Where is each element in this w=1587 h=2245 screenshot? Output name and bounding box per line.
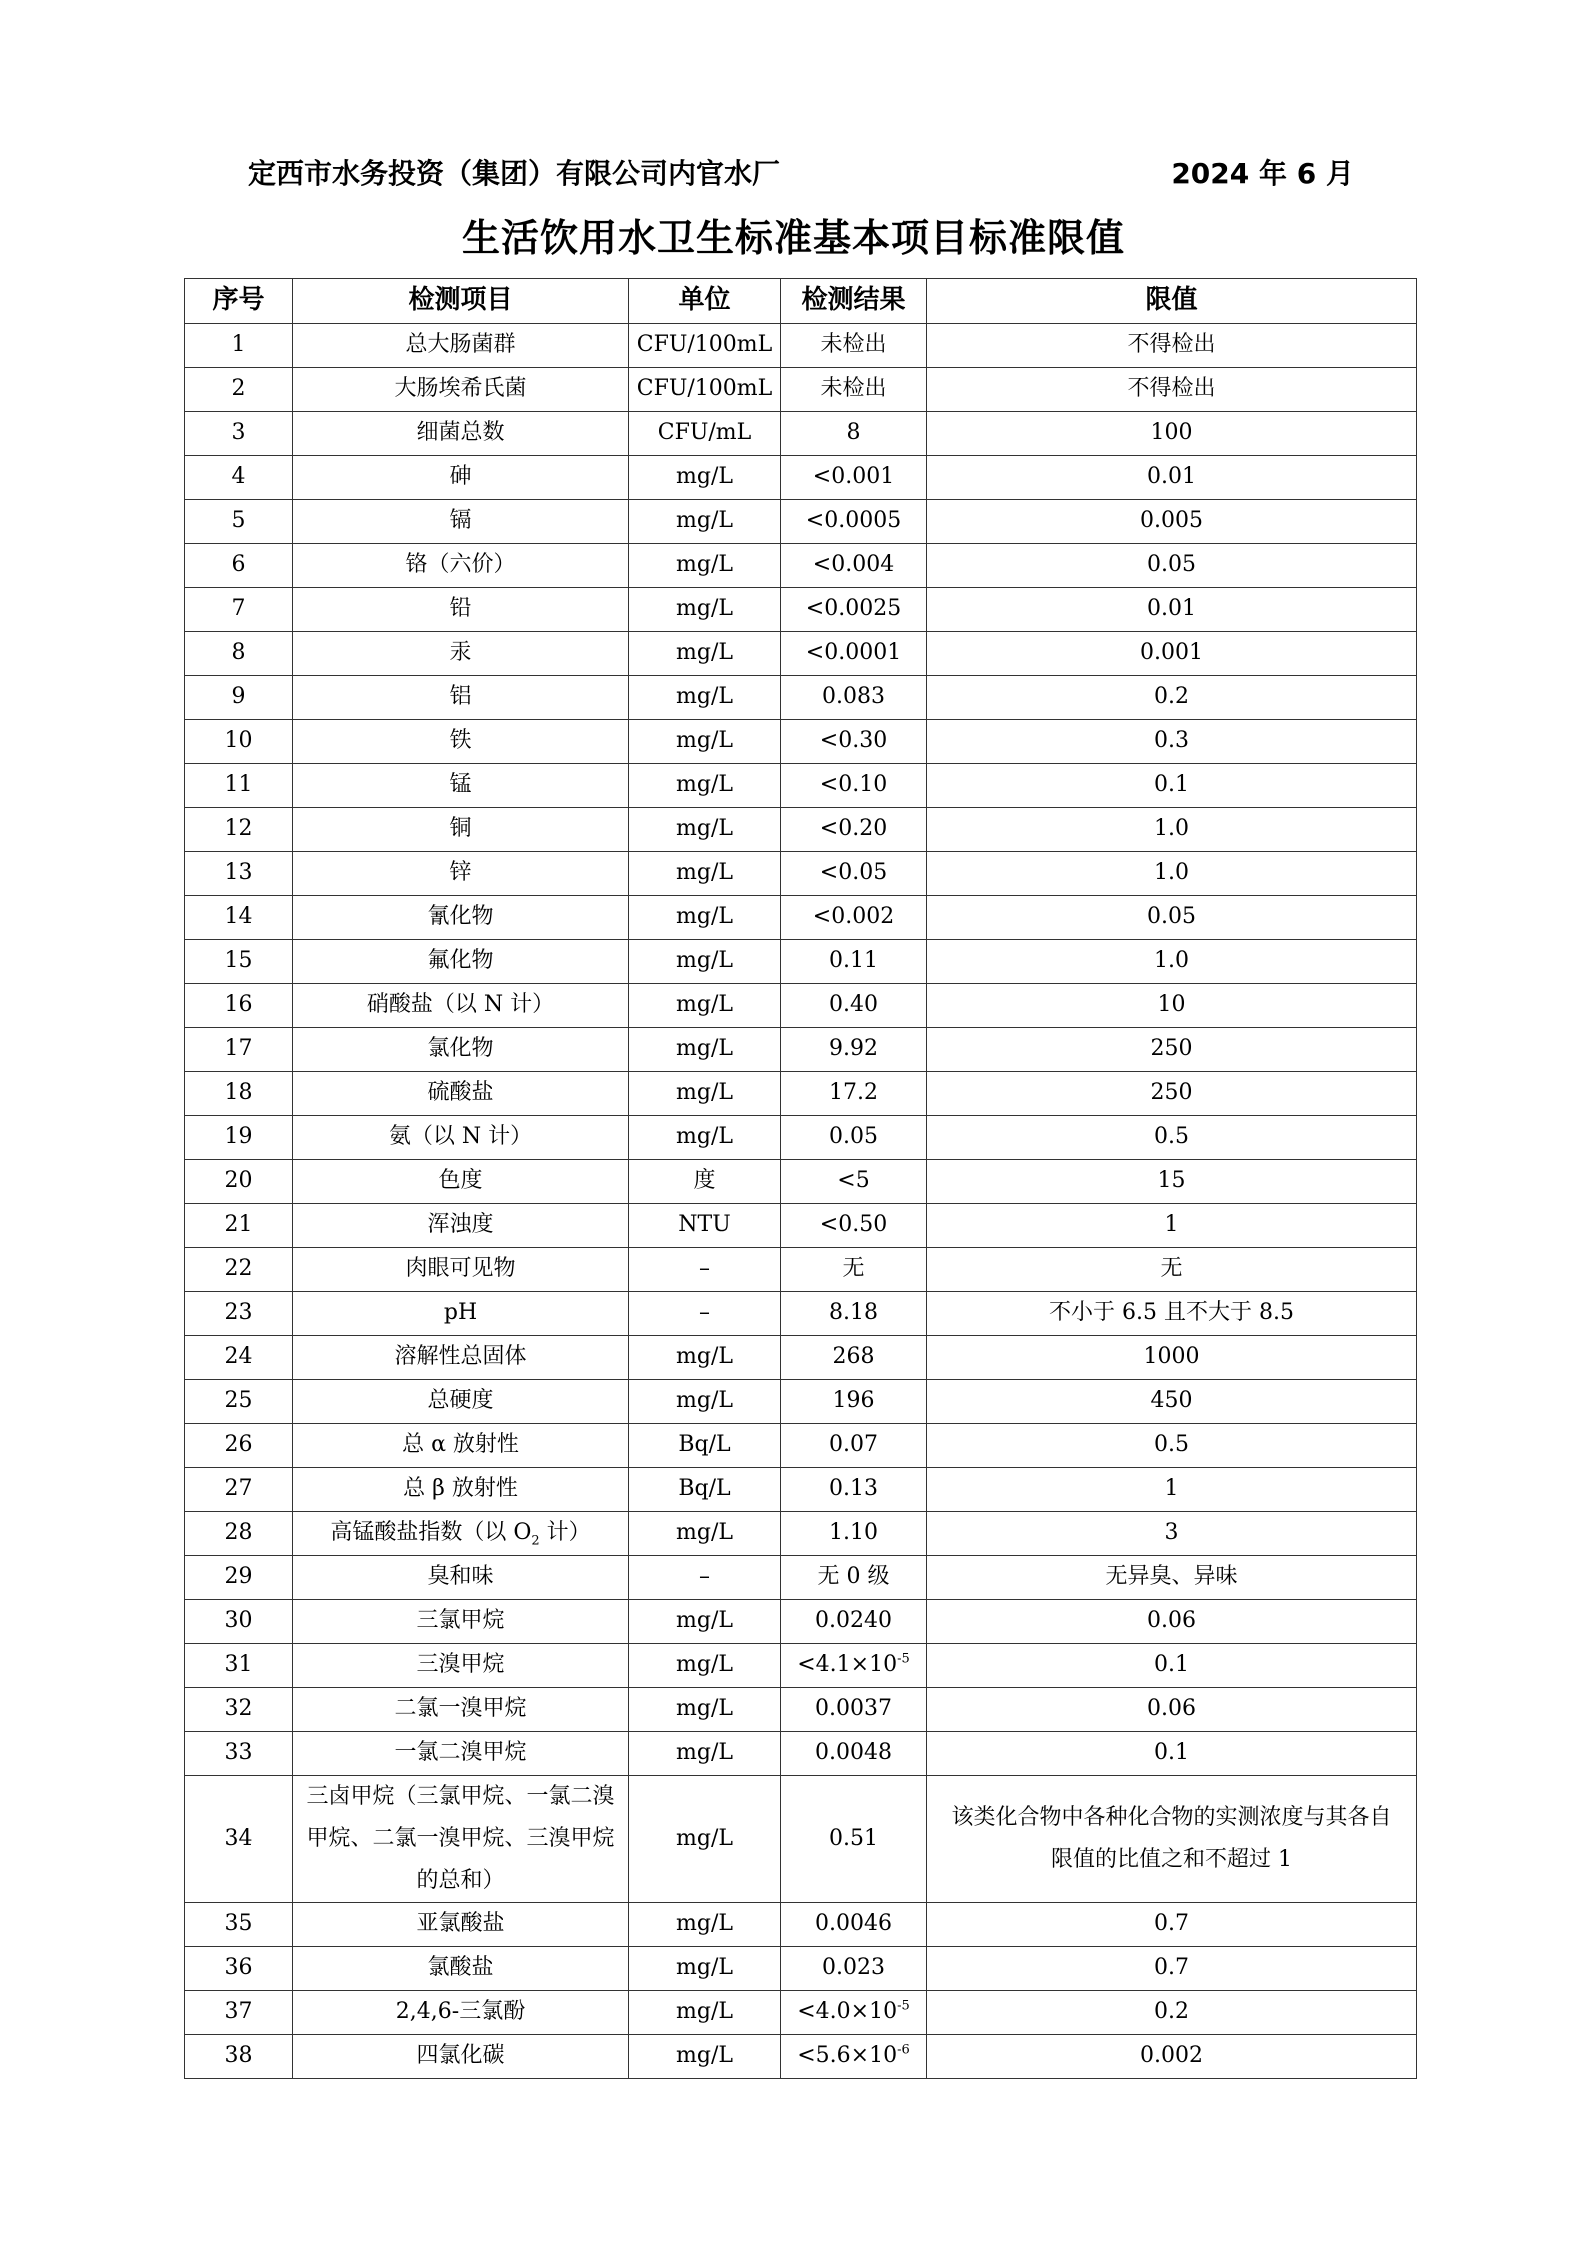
row-limit: 250 <box>927 1072 1417 1116</box>
row-limit: 0.5 <box>927 1424 1417 1468</box>
row-number: 37 <box>185 1991 293 2035</box>
row-result <box>781 2035 927 2079</box>
row-limit: 1.0 <box>927 852 1417 896</box>
row-unit: mg/L <box>629 720 781 764</box>
table-row <box>185 1903 1417 1947</box>
row-result: 0.11 <box>781 940 927 984</box>
row-unit: mg/L <box>629 1732 781 1776</box>
row-result: 0.0037 <box>781 1688 927 1732</box>
row-unit: CFU/100mL <box>629 324 781 368</box>
table-header-row <box>185 279 1417 324</box>
row-number: 16 <box>185 984 293 1028</box>
table-row <box>185 852 1417 896</box>
row-unit: mg/L <box>629 852 781 896</box>
row-limit: 0.01 <box>927 588 1417 632</box>
row-item: 锰 <box>293 764 629 808</box>
row-unit: mg/L <box>629 1116 781 1160</box>
row-result-base: <5.6×10 <box>797 2043 898 2069</box>
row-unit: mg/L <box>629 456 781 500</box>
row-item: 三卤甲烷（三氯甲烷、一氯二溴甲烷、二氯一溴甲烷、三溴甲烷的总和） <box>293 1776 629 1903</box>
table-row <box>185 1991 1417 2035</box>
table-row <box>185 544 1417 588</box>
row-number: 32 <box>185 1688 293 1732</box>
row-item: 铜 <box>293 808 629 852</box>
row-unit: – <box>629 1292 781 1336</box>
row-result: <0.30 <box>781 720 927 764</box>
row-item: 色度 <box>293 1160 629 1204</box>
row-unit: mg/L <box>629 940 781 984</box>
table-row <box>185 1160 1417 1204</box>
row-limit: 0.01 <box>927 456 1417 500</box>
row-unit: mg/L <box>629 1644 781 1688</box>
row-limit: 450 <box>927 1380 1417 1424</box>
row-number: 5 <box>185 500 293 544</box>
row-result: <0.20 <box>781 808 927 852</box>
row-item <box>293 1512 629 1556</box>
row-limit: 15 <box>927 1160 1417 1204</box>
table-row <box>185 896 1417 940</box>
row-result: 0.0048 <box>781 1732 927 1776</box>
row-result: 无 <box>781 1248 927 1292</box>
row-item-subscript: 2 <box>531 1533 540 1549</box>
row-number: 33 <box>185 1732 293 1776</box>
row-number: 25 <box>185 1380 293 1424</box>
report-date: 2024 年 6 月 <box>1171 157 1354 190</box>
row-unit: – <box>629 1248 781 1292</box>
row-unit: mg/L <box>629 764 781 808</box>
row-item: 三氯甲烷 <box>293 1600 629 1644</box>
row-number: 4 <box>185 456 293 500</box>
row-limit: 0.7 <box>927 1947 1417 1991</box>
row-result: 0.0240 <box>781 1600 927 1644</box>
row-unit: mg/L <box>629 1600 781 1644</box>
row-number: 2 <box>185 368 293 412</box>
table-row <box>185 1512 1417 1556</box>
row-number: 11 <box>185 764 293 808</box>
table-body <box>185 324 1417 2079</box>
row-number: 38 <box>185 2035 293 2079</box>
table-row <box>185 1600 1417 1644</box>
row-number: 23 <box>185 1292 293 1336</box>
row-result: 0.023 <box>781 1947 927 1991</box>
row-item: 总硬度 <box>293 1380 629 1424</box>
row-number: 17 <box>185 1028 293 1072</box>
row-result-exponent: -5 <box>897 1998 910 2014</box>
row-limit: 不得检出 <box>927 368 1417 412</box>
row-number: 9 <box>185 676 293 720</box>
row-item: 氯化物 <box>293 1028 629 1072</box>
table-row <box>185 1248 1417 1292</box>
row-limit: 0.1 <box>927 764 1417 808</box>
row-number: 36 <box>185 1947 293 1991</box>
table-row <box>185 984 1417 1028</box>
row-item: 二氯一溴甲烷 <box>293 1688 629 1732</box>
row-limit: 0.05 <box>927 896 1417 940</box>
column-header-item: 检测项目 <box>293 279 629 324</box>
row-item: 铁 <box>293 720 629 764</box>
row-item: 硫酸盐 <box>293 1072 629 1116</box>
row-unit: Bq/L <box>629 1468 781 1512</box>
table-row <box>185 1116 1417 1160</box>
row-unit: mg/L <box>629 1903 781 1947</box>
row-result: <0.0005 <box>781 500 927 544</box>
row-unit: mg/L <box>629 1512 781 1556</box>
row-item: 砷 <box>293 456 629 500</box>
row-result: 8.18 <box>781 1292 927 1336</box>
row-number: 3 <box>185 412 293 456</box>
row-number: 6 <box>185 544 293 588</box>
row-number: 27 <box>185 1468 293 1512</box>
table-row <box>185 1336 1417 1380</box>
row-item: 硝酸盐（以 N 计） <box>293 984 629 1028</box>
table-row <box>185 588 1417 632</box>
row-unit: mg/L <box>629 1947 781 1991</box>
row-unit: mg/L <box>629 2035 781 2079</box>
row-unit: mg/L <box>629 500 781 544</box>
standards-table <box>184 278 1417 2079</box>
row-item: 肉眼可见物 <box>293 1248 629 1292</box>
row-item-text: 高锰酸盐指数（以 O <box>330 1520 532 1546</box>
row-unit: 度 <box>629 1160 781 1204</box>
table-row <box>185 1947 1417 1991</box>
row-item: 氟化物 <box>293 940 629 984</box>
row-item: 铬（六价） <box>293 544 629 588</box>
table-row <box>185 1644 1417 1688</box>
column-header-result: 检测结果 <box>781 279 927 324</box>
row-unit: mg/L <box>629 1380 781 1424</box>
row-number: 29 <box>185 1556 293 1600</box>
row-result-exponent: -6 <box>897 2042 910 2058</box>
row-unit: mg/L <box>629 808 781 852</box>
row-result: 无 0 级 <box>781 1556 927 1600</box>
row-result: <0.10 <box>781 764 927 808</box>
row-limit: 0.1 <box>927 1732 1417 1776</box>
row-number: 21 <box>185 1204 293 1248</box>
row-item: 镉 <box>293 500 629 544</box>
document-header <box>248 152 1354 196</box>
row-item: 氯酸盐 <box>293 1947 629 1991</box>
row-unit: mg/L <box>629 984 781 1028</box>
row-limit: 0.005 <box>927 500 1417 544</box>
row-number: 8 <box>185 632 293 676</box>
table-row <box>185 720 1417 764</box>
row-result: 9.92 <box>781 1028 927 1072</box>
row-number: 19 <box>185 1116 293 1160</box>
table-row <box>185 368 1417 412</box>
row-unit: mg/L <box>629 1688 781 1732</box>
table-row <box>185 940 1417 984</box>
row-unit: mg/L <box>629 1072 781 1116</box>
organization-name: 定西市水务投资（集团）有限公司内官水厂 <box>248 157 781 190</box>
row-limit: 1 <box>927 1204 1417 1248</box>
row-unit: NTU <box>629 1204 781 1248</box>
row-number: 7 <box>185 588 293 632</box>
row-unit: mg/L <box>629 588 781 632</box>
row-limit: 0.7 <box>927 1903 1417 1947</box>
row-result: <0.0001 <box>781 632 927 676</box>
table-row <box>185 1468 1417 1512</box>
row-result: 0.083 <box>781 676 927 720</box>
row-result: <0.05 <box>781 852 927 896</box>
table-row <box>185 1776 1417 1903</box>
row-limit: 1.0 <box>927 808 1417 852</box>
row-result: <0.50 <box>781 1204 927 1248</box>
row-item: 2,4,6-三氯酚 <box>293 1991 629 2035</box>
row-result: <5 <box>781 1160 927 1204</box>
row-item: 浑浊度 <box>293 1204 629 1248</box>
column-header-limit: 限值 <box>927 279 1417 324</box>
table-row <box>185 2035 1417 2079</box>
row-number: 34 <box>185 1776 293 1903</box>
row-number: 24 <box>185 1336 293 1380</box>
row-limit: 无 <box>927 1248 1417 1292</box>
row-number: 26 <box>185 1424 293 1468</box>
row-result-base: <4.1×10 <box>797 1652 898 1678</box>
row-result: 17.2 <box>781 1072 927 1116</box>
row-unit: mg/L <box>629 1336 781 1380</box>
row-item: 一氯二溴甲烷 <box>293 1732 629 1776</box>
row-limit: 3 <box>927 1512 1417 1556</box>
row-number: 1 <box>185 324 293 368</box>
row-limit: 该类化合物中各种化合物的实测浓度与其各自限值的比值之和不超过 1 <box>927 1776 1417 1903</box>
row-limit: 0.3 <box>927 720 1417 764</box>
row-number: 13 <box>185 852 293 896</box>
table-row <box>185 808 1417 852</box>
table-row <box>185 1380 1417 1424</box>
row-result: 0.51 <box>781 1776 927 1903</box>
row-unit: mg/L <box>629 1028 781 1072</box>
row-item: 氨（以 N 计） <box>293 1116 629 1160</box>
column-header-no: 序号 <box>185 279 293 324</box>
row-limit: 0.2 <box>927 676 1417 720</box>
table-row <box>185 676 1417 720</box>
row-result-base: <4.0×10 <box>797 1999 898 2025</box>
row-result: 1.10 <box>781 1512 927 1556</box>
row-unit: Bq/L <box>629 1424 781 1468</box>
table-row <box>185 1688 1417 1732</box>
row-item: 总 β 放射性 <box>293 1468 629 1512</box>
row-limit: 无异臭、异味 <box>927 1556 1417 1600</box>
row-limit: 0.5 <box>927 1116 1417 1160</box>
row-result: <0.001 <box>781 456 927 500</box>
table-row <box>185 1204 1417 1248</box>
row-limit: 0.001 <box>927 632 1417 676</box>
row-unit: CFU/mL <box>629 412 781 456</box>
row-item: 铝 <box>293 676 629 720</box>
row-item: 总 α 放射性 <box>293 1424 629 1468</box>
row-unit: – <box>629 1556 781 1600</box>
row-result-exponent: -5 <box>897 1651 910 1667</box>
row-unit: mg/L <box>629 676 781 720</box>
row-result: 196 <box>781 1380 927 1424</box>
row-number: 28 <box>185 1512 293 1556</box>
table-row <box>185 1424 1417 1468</box>
row-result: <0.002 <box>781 896 927 940</box>
row-result: <0.0025 <box>781 588 927 632</box>
row-item: 铅 <box>293 588 629 632</box>
row-limit: 250 <box>927 1028 1417 1072</box>
row-item: 四氯化碳 <box>293 2035 629 2079</box>
row-number: 22 <box>185 1248 293 1292</box>
row-result: 268 <box>781 1336 927 1380</box>
table-row <box>185 764 1417 808</box>
row-item: 总大肠菌群 <box>293 324 629 368</box>
row-limit: 1.0 <box>927 940 1417 984</box>
row-unit: mg/L <box>629 896 781 940</box>
row-result: 0.13 <box>781 1468 927 1512</box>
row-item: pH <box>293 1292 629 1336</box>
table-row <box>185 632 1417 676</box>
row-number: 10 <box>185 720 293 764</box>
table-row <box>185 1028 1417 1072</box>
row-number: 35 <box>185 1903 293 1947</box>
table-row <box>185 1732 1417 1776</box>
row-number: 30 <box>185 1600 293 1644</box>
row-number: 31 <box>185 1644 293 1688</box>
table-row <box>185 456 1417 500</box>
row-result: 未检出 <box>781 368 927 412</box>
row-unit: mg/L <box>629 544 781 588</box>
row-number: 15 <box>185 940 293 984</box>
row-number: 20 <box>185 1160 293 1204</box>
row-result: <0.004 <box>781 544 927 588</box>
row-item: 臭和味 <box>293 1556 629 1600</box>
row-item: 三溴甲烷 <box>293 1644 629 1688</box>
row-item: 细菌总数 <box>293 412 629 456</box>
row-limit: 0.05 <box>927 544 1417 588</box>
row-result: 0.07 <box>781 1424 927 1468</box>
row-result: 未检出 <box>781 324 927 368</box>
row-limit: 0.06 <box>927 1600 1417 1644</box>
row-limit: 0.06 <box>927 1688 1417 1732</box>
row-item: 氰化物 <box>293 896 629 940</box>
document-title: 生活饮用水卫生标准基本项目标准限值 <box>461 216 1125 260</box>
row-result: 8 <box>781 412 927 456</box>
row-item-text-end: 计） <box>539 1520 591 1546</box>
row-limit: 0.002 <box>927 2035 1417 2079</box>
row-limit: 10 <box>927 984 1417 1028</box>
row-limit: 100 <box>927 412 1417 456</box>
row-unit: CFU/100mL <box>629 368 781 412</box>
row-limit: 1 <box>927 1468 1417 1512</box>
row-unit: mg/L <box>629 632 781 676</box>
table-row <box>185 324 1417 368</box>
table-row <box>185 500 1417 544</box>
row-unit: mg/L <box>629 1776 781 1903</box>
row-result <box>781 1644 927 1688</box>
row-number: 14 <box>185 896 293 940</box>
table-row <box>185 412 1417 456</box>
row-item: 锌 <box>293 852 629 896</box>
row-unit: mg/L <box>629 1991 781 2035</box>
row-limit: 0.1 <box>927 1644 1417 1688</box>
table-row <box>185 1556 1417 1600</box>
row-result: 0.0046 <box>781 1903 927 1947</box>
row-result <box>781 1991 927 2035</box>
row-limit: 0.2 <box>927 1991 1417 2035</box>
row-number: 12 <box>185 808 293 852</box>
row-item: 大肠埃希氏菌 <box>293 368 629 412</box>
row-item: 溶解性总固体 <box>293 1336 629 1380</box>
row-result: 0.40 <box>781 984 927 1028</box>
table-row <box>185 1292 1417 1336</box>
row-number: 18 <box>185 1072 293 1116</box>
table-row <box>185 1072 1417 1116</box>
row-limit: 不小于 6.5 且不大于 8.5 <box>927 1292 1417 1336</box>
row-limit: 1000 <box>927 1336 1417 1380</box>
row-limit: 不得检出 <box>927 324 1417 368</box>
row-item: 汞 <box>293 632 629 676</box>
row-item: 亚氯酸盐 <box>293 1903 629 1947</box>
row-result: 0.05 <box>781 1116 927 1160</box>
column-header-unit: 单位 <box>629 279 781 324</box>
